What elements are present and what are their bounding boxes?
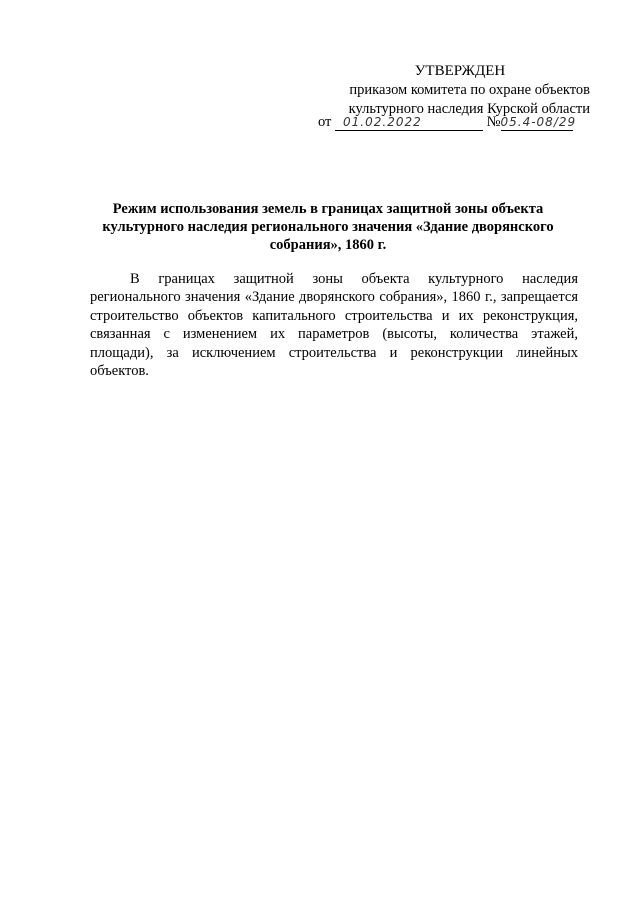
handwritten-number: 05.4-08/29 xyxy=(500,115,577,129)
number-label: № xyxy=(486,114,501,130)
approval-line-1: приказом комитета по охране объектов xyxy=(349,82,590,98)
handwritten-date: 01.02.2022 xyxy=(335,114,483,131)
approval-heading: УТВЕРЖДЕН xyxy=(414,63,506,79)
approval-block xyxy=(310,62,590,119)
body-paragraph: В границах защитной зоны объекта культурного наследия регионального значения «Здание дворянского собрания», 1860 г., запрещается строительство объектов капитального строительства и их реконструкция, связанная с изменением их параметров (высоты, количества этажей, площади), за исключением строительства и реконструкции линейных объектов. xyxy=(90,271,578,380)
approval-line-2: культурного наследия Курской области xyxy=(348,101,590,117)
from-label: от xyxy=(318,114,332,130)
approval-signature-line xyxy=(318,114,577,131)
document-title: Режим использования земель в границах защитной зоны объекта культурного наследия регионального значения «Здание дворянского собрания», 1860 г. xyxy=(102,201,554,253)
